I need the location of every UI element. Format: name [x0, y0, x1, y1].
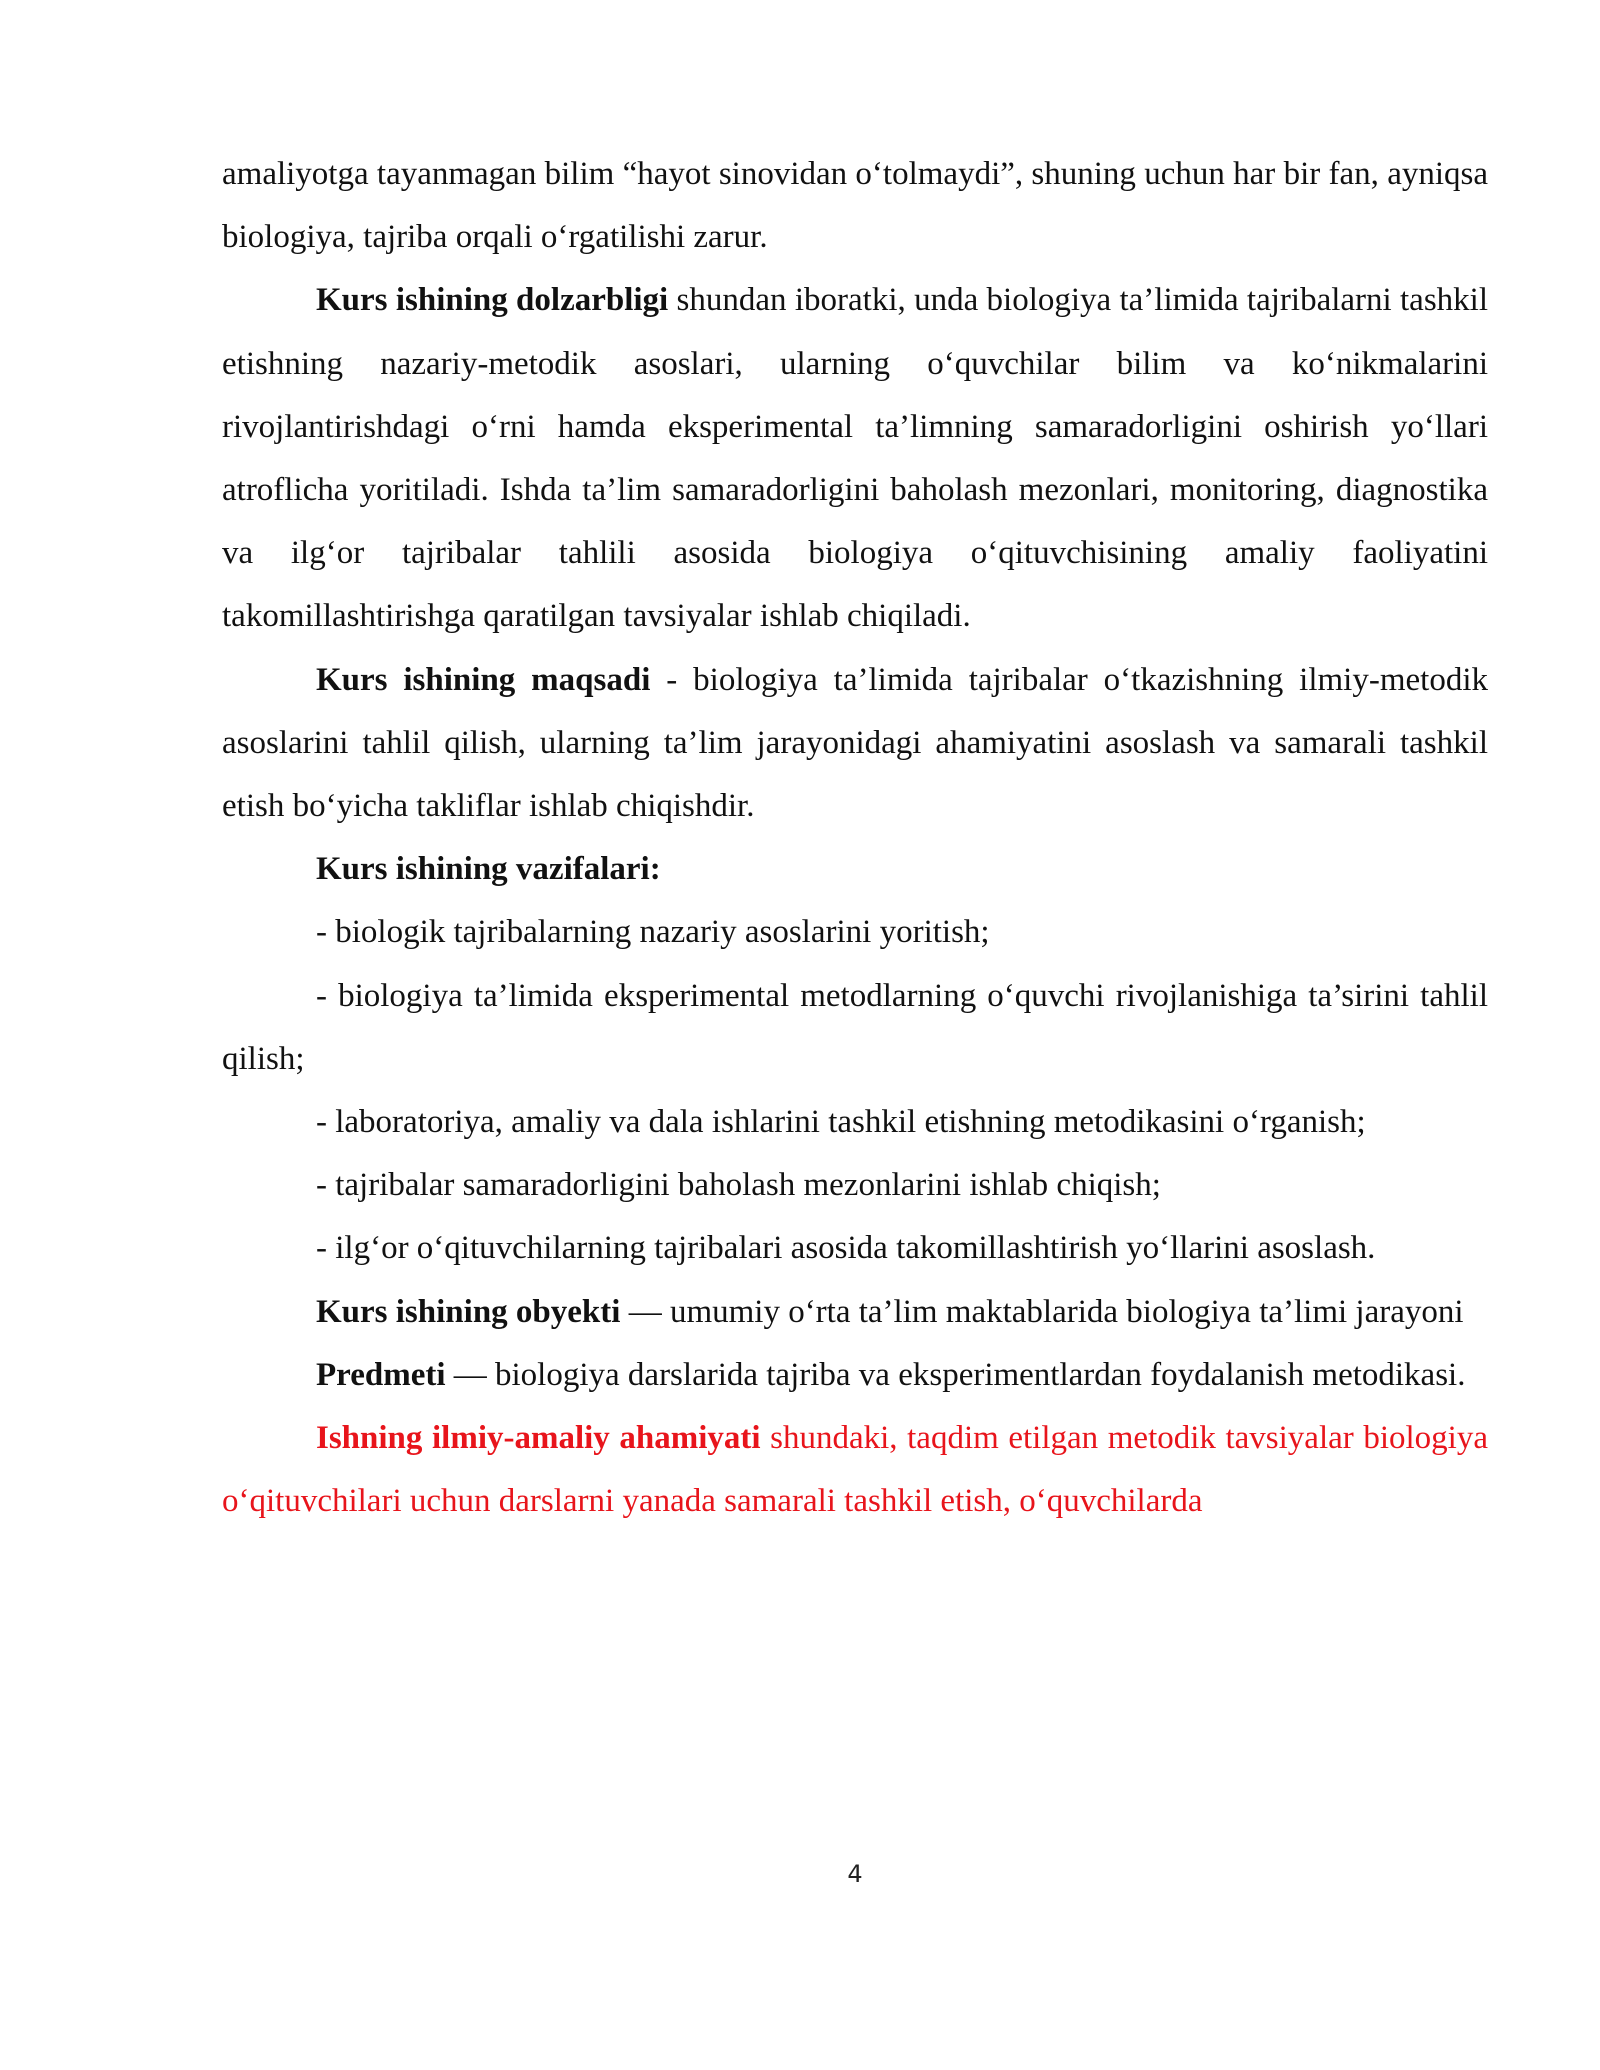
object-text: — umumiy o‘rta ta’lim maktablarida biologiya ta’limi jarayoni	[620, 1293, 1464, 1330]
paragraph-significance	[222, 1407, 1488, 1533]
relevance-heading: Kurs ishining dolzarbligi	[316, 282, 669, 319]
document-page	[222, 143, 1488, 1533]
significance-heading: Ishning ilmiy-amaliy ahamiyati	[316, 1420, 761, 1457]
task-item-4: - tajribalar samaradorligini baholash mezonlarini ishlab chiqish;	[316, 1167, 1161, 1204]
paragraph-object	[222, 1281, 1488, 1344]
relevance-text: shundan iboratki, unda biologiya ta’limida tajribalarni tashkil etishning nazariy-metodik asoslari, ularning o‘quvchilar bilim va ko‘nikmalarini rivojlantirishdagi o‘rni hamda eksperimental ta’limning samaradorligini oshirish yo‘llari atroflicha yoritiladi. Ishda ta’lim samaradorligini baholash mezonlari, monitoring, diagnostika va ilg‘or tajribalar tahlili asosida biologiya o‘qituvchisining amaliy faoliyatini takomillashtirishga qaratilgan tavsiyalar ishlab chiqiladi.	[222, 282, 1489, 635]
paragraph-intro	[222, 143, 1488, 269]
goal-text: - biologiya ta’limida tajribalar o‘tkazishning ilmiy-metodik asoslarini tahlil qilish, ularning ta’lim jarayonidagi ahamiyatini asoslash va samarali tashkil etish bo‘yicha takliflar ishlab chiqishdir.	[222, 661, 1488, 825]
significance-text: shundaki, taqdim etilgan metodik tavsiyalar biologiya o‘qituvchilari uchun darslarni yanada samarali tashkil etish, o‘quvchilarda	[222, 1420, 1488, 1520]
task-item-2: - biologiya ta’limida eksperimental metodlarning o‘quvchi rivojlanishiga ta’sirini tahlil qilish;	[222, 977, 1488, 1077]
subject-heading: Predmeti	[316, 1356, 446, 1393]
paragraph-goal	[222, 649, 1488, 839]
tasks-heading: Kurs ishining vazifalari:	[316, 851, 661, 888]
task-item-3: - laboratoriya, amaliy va dala ishlarini tashkil etishning metodikasini o‘rganish;	[316, 1104, 1366, 1141]
paragraph-relevance	[222, 269, 1488, 648]
paragraph-intro-text: amaliyotga tayanmagan bilim “hayot sinovidan o‘tolmaydi”, shuning uchun har bir fan, ayniqsa biologiya, tajriba orqali o‘rgatilishi zarur.	[222, 156, 1488, 256]
task-item-5: - ilg‘or o‘qituvchilarning tajribalari asosida takomillashtirish yo‘llarini asoslash.	[316, 1230, 1376, 1267]
goal-heading: Kurs ishining maqsadi	[316, 661, 651, 698]
object-heading: Kurs ishining obyekti	[316, 1293, 621, 1330]
paragraph-subject	[222, 1344, 1488, 1407]
page-number: 4	[847, 1860, 863, 1888]
paragraph-tasks-heading	[222, 838, 1488, 901]
subject-text: — biologiya darslarida tajriba va eksperimentlardan foydalanish metodikasi.	[445, 1356, 1466, 1393]
task-item-1: - biologik tajribalarning nazariy asoslarini yoritish;	[316, 914, 990, 951]
